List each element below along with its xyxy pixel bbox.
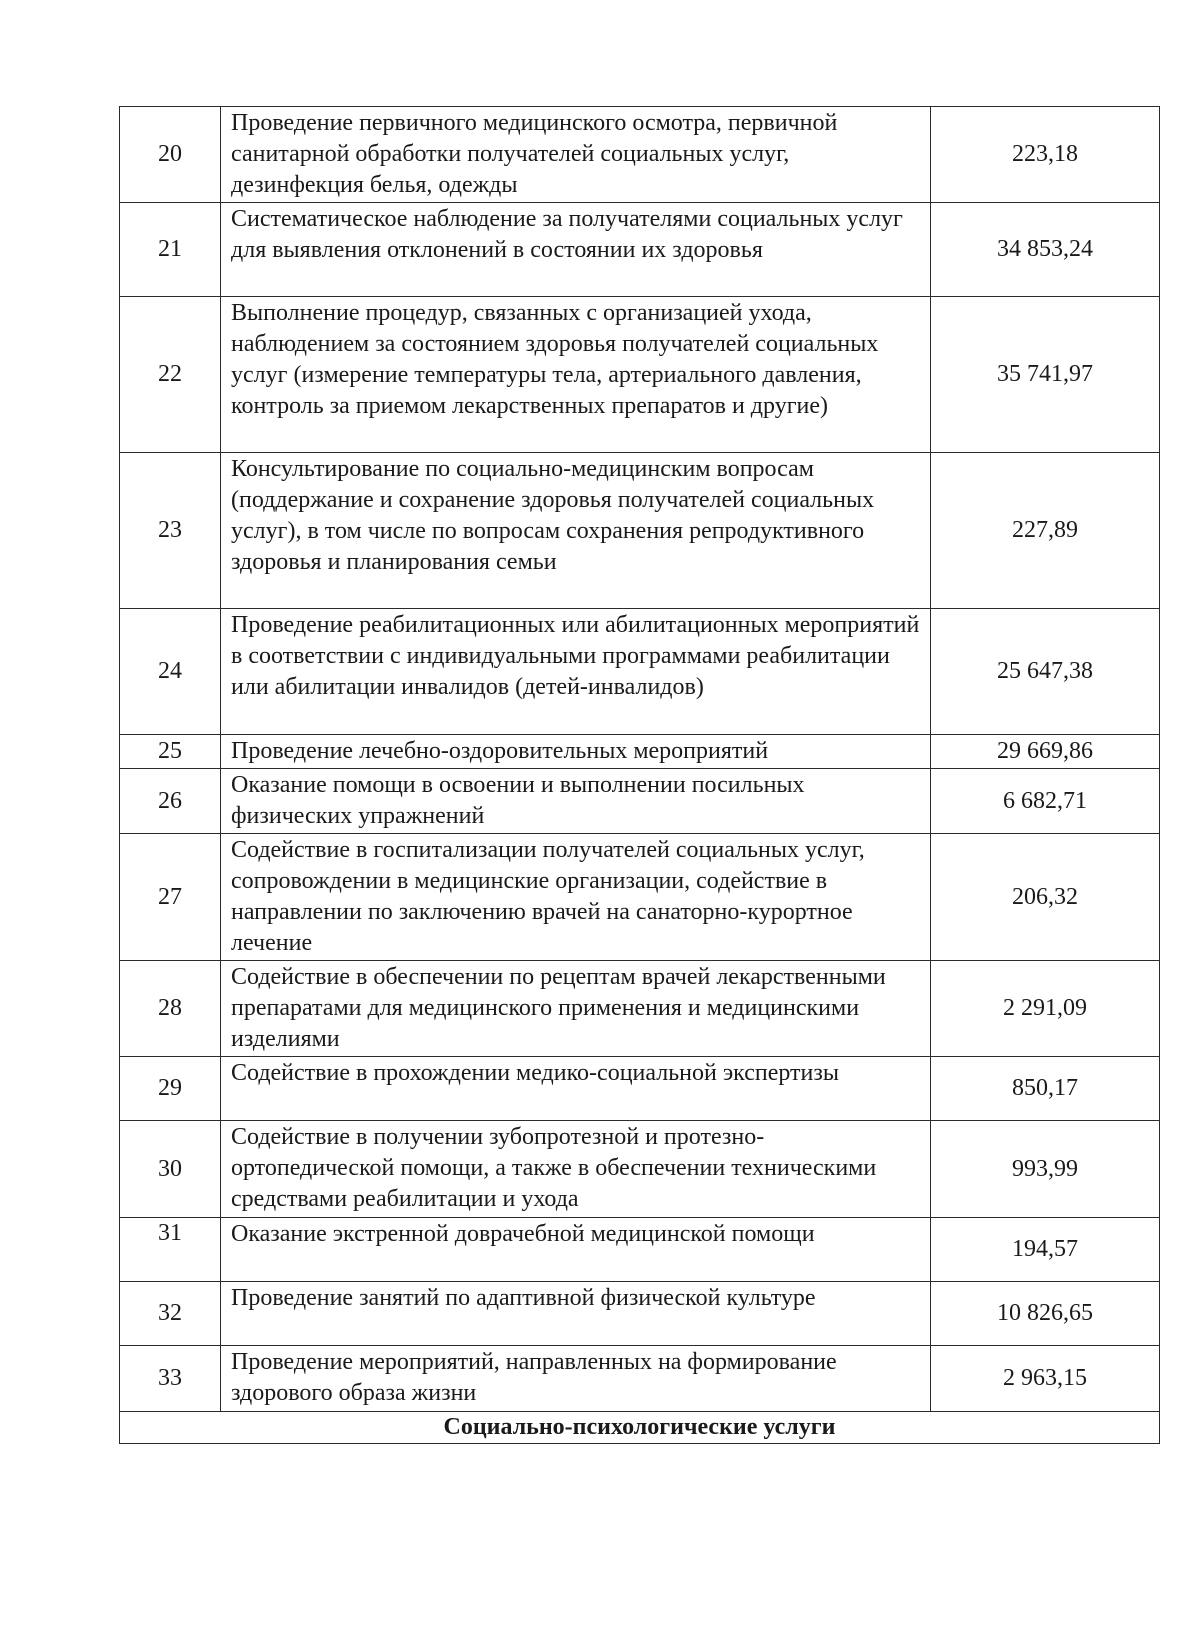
service-name: Содействие в прохождении медико-социальной экспертизы xyxy=(221,1057,931,1121)
table-row xyxy=(120,1057,1160,1121)
service-name: Оказание экстренной доврачебной медицинской помощи xyxy=(221,1218,931,1282)
service-name: Оказание помощи в освоении и выполнении посильных физических упражнений xyxy=(221,769,931,834)
section-heading-row xyxy=(120,1412,1160,1444)
service-price: 35 741,97 xyxy=(931,297,1160,453)
service-name: Систематическое наблюдение за получателями социальных услуг для выявления отклонений в состоянии их здоровья xyxy=(221,203,931,297)
service-price: 227,89 xyxy=(931,453,1160,609)
table-row xyxy=(120,961,1160,1057)
service-price: 850,17 xyxy=(931,1057,1160,1121)
row-number: 26 xyxy=(120,769,221,834)
table-row xyxy=(120,735,1160,769)
table-row xyxy=(120,203,1160,297)
row-number: 20 xyxy=(120,107,221,203)
service-price: 223,18 xyxy=(931,107,1160,203)
row-number: 29 xyxy=(120,1057,221,1121)
table-row xyxy=(120,453,1160,609)
service-name: Проведение первичного медицинского осмотра, первичной санитарной обработки получателей социальных услуг, дезинфекция белья, одежды xyxy=(221,107,931,203)
table-row xyxy=(120,769,1160,834)
row-number: 32 xyxy=(120,1282,221,1346)
service-name: Содействие в обеспечении по рецептам врачей лекарственными препаратами для медицинского применения и медицинскими изделиями xyxy=(221,961,931,1057)
row-number: 21 xyxy=(120,203,221,297)
row-number: 24 xyxy=(120,609,221,735)
service-price: 206,32 xyxy=(931,834,1160,961)
row-number: 27 xyxy=(120,834,221,961)
row-number: 28 xyxy=(120,961,221,1057)
service-name: Консультирование по социально-медицинским вопросам (поддержание и сохранение здоровья получателей социальных услуг), в том числе по вопросам сохранения репродуктивного здоровья и планирования семьи xyxy=(221,453,931,609)
table-row xyxy=(120,1346,1160,1412)
row-number: 33 xyxy=(120,1346,221,1412)
section-heading: Социально-психологические услуги xyxy=(120,1412,1160,1444)
service-name: Проведение мероприятий, направленных на формирование здорового образа жизни xyxy=(221,1346,931,1412)
service-name: Содействие в госпитализации получателей социальных услуг, сопровождении в медицинские организации, содействие в направлении по заключению врачей на санаторно-курортное лечение xyxy=(221,834,931,961)
row-number: 23 xyxy=(120,453,221,609)
service-name: Проведение лечебно-оздоровительных мероприятий xyxy=(221,735,931,769)
service-price: 10 826,65 xyxy=(931,1282,1160,1346)
service-price: 993,99 xyxy=(931,1121,1160,1218)
table-row xyxy=(120,1282,1160,1346)
service-name: Проведение реабилитационных или абилитационных мероприятий в соответствии с индивидуальными программами реабилитации или абилитации инвалидов (детей-инвалидов) xyxy=(221,609,931,735)
service-price: 194,57 xyxy=(931,1218,1160,1282)
table-row xyxy=(120,834,1160,961)
table-row xyxy=(120,1218,1160,1282)
service-name: Выполнение процедур, связанных с организацией ухода, наблюдением за состоянием здоровья получателей социальных услуг (измерение температуры тела, артериального давления, контроль за приемом лекарственных препаратов и другие) xyxy=(221,297,931,453)
service-price: 29 669,86 xyxy=(931,735,1160,769)
service-name: Содействие в получении зубопротезной и протезно-ортопедической помощи, а также в обеспечении техническими средствами реабилитации и ухода xyxy=(221,1121,931,1218)
service-price: 6 682,71 xyxy=(931,769,1160,834)
service-price: 2 963,15 xyxy=(931,1346,1160,1412)
row-number: 30 xyxy=(120,1121,221,1218)
service-name: Проведение занятий по адаптивной физической культуре xyxy=(221,1282,931,1346)
row-number: 31 xyxy=(120,1218,221,1282)
row-number: 22 xyxy=(120,297,221,453)
table-row xyxy=(120,297,1160,453)
service-price: 25 647,38 xyxy=(931,609,1160,735)
table-row xyxy=(120,1121,1160,1218)
service-price: 34 853,24 xyxy=(931,203,1160,297)
services-price-table xyxy=(119,106,1160,1444)
table-row xyxy=(120,107,1160,203)
service-price: 2 291,09 xyxy=(931,961,1160,1057)
table-row xyxy=(120,609,1160,735)
row-number: 25 xyxy=(120,735,221,769)
